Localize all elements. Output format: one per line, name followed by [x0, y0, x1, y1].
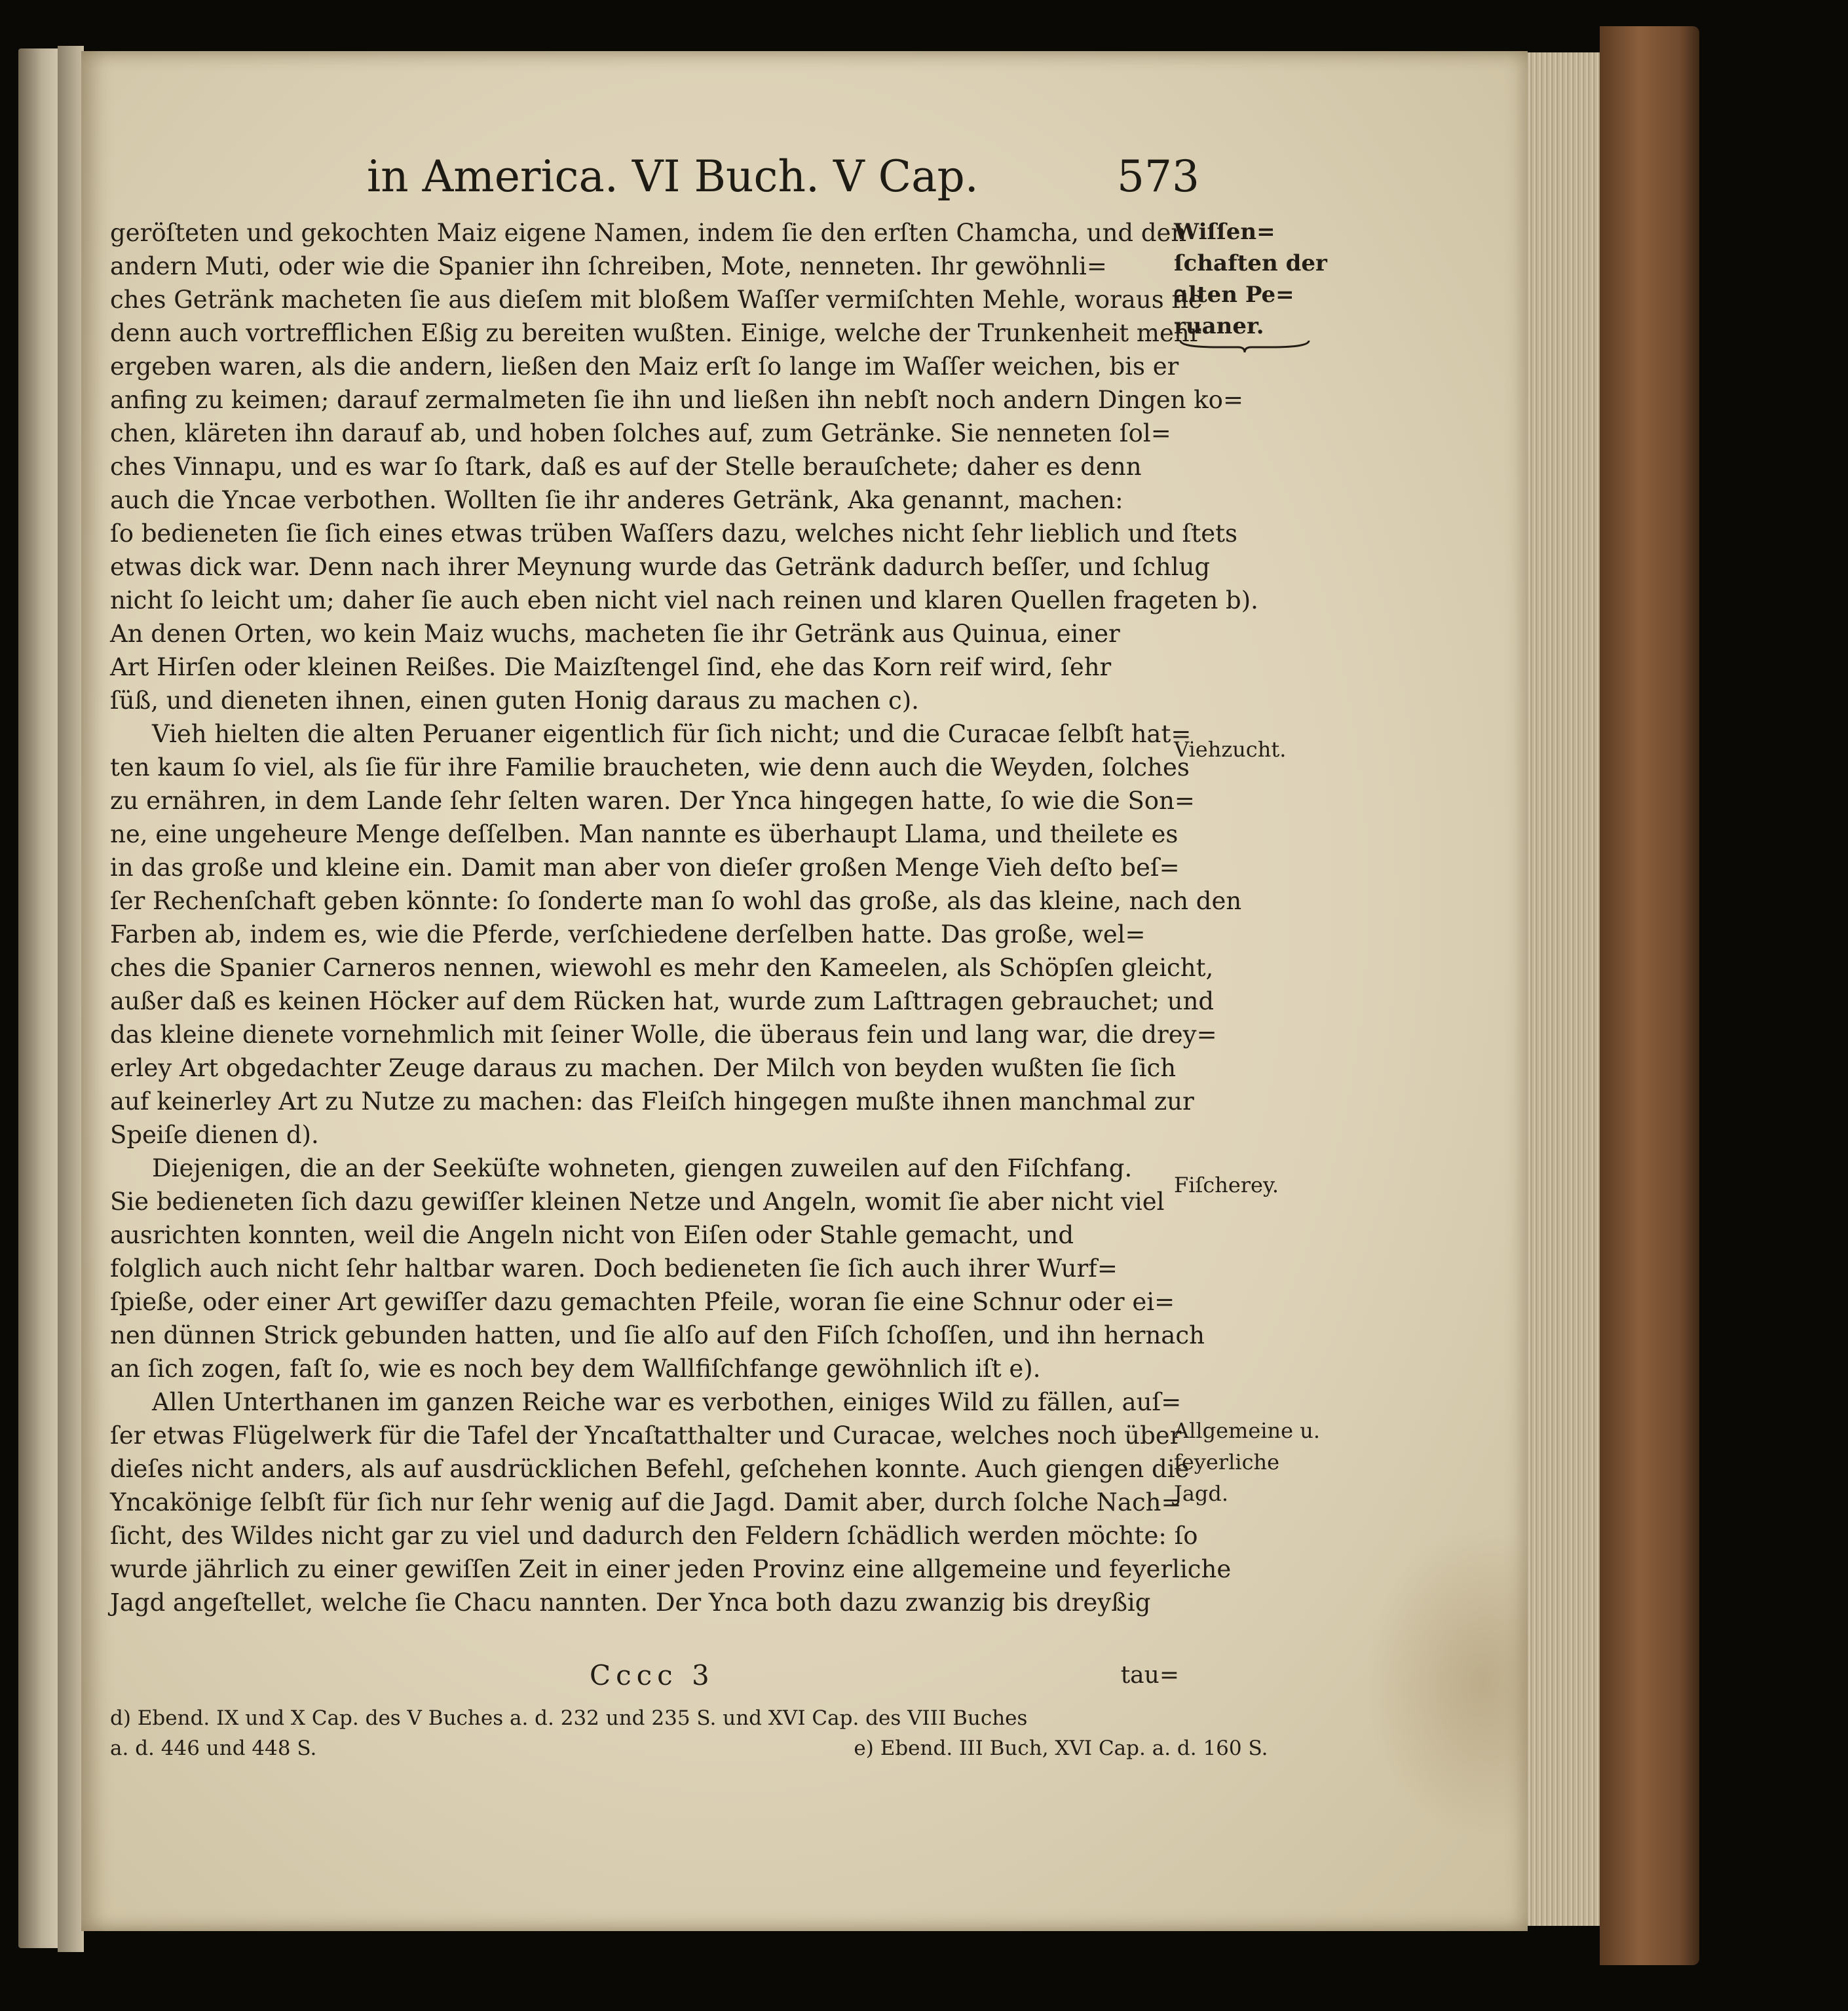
page-block-edges: [1528, 52, 1600, 1926]
text-line: ausrichten konnten, weil die Angeln nicht von Eiſen oder Stahle gemacht, und: [110, 1221, 1074, 1249]
margin-note-line: ruaner.: [1174, 313, 1264, 339]
text-line: andern Muti, oder wie die Spanier ihn ſchreiben, Mote, nenneten. Ihr gewöhnli=: [110, 252, 1107, 280]
text-line: das kleine dienete vornehmlich mit ſeiner Wolle, die überaus fein und lang war, die drey=: [110, 1021, 1217, 1049]
margin-note-viehzucht: [1174, 734, 1325, 765]
text-line: Sie bedieneten ſich dazu gewiſſer kleinen Netze und Angeln, womit ſie aber nicht viel: [110, 1188, 1165, 1216]
text-line: ne, eine ungeheure Menge deſſelben. Man nannte es überhaupt Llama, und theilete es: [110, 820, 1179, 848]
signature-mark: Cccc 3: [590, 1659, 715, 1691]
footnote-line: d) Ebend. IX und X Cap. des V Buches a. d. 232 und 235 S. und XVI Cap. des VIII Buches: [110, 1706, 1028, 1730]
margin-brace: [1179, 338, 1310, 354]
book-cover-edge: [1600, 26, 1699, 1965]
book-gutter: [58, 46, 84, 1952]
text-line: an ſich zogen, faſt ſo, wie es noch bey dem Wallfiſchfange gewöhnlich iſt e).: [110, 1355, 1041, 1383]
text-line: Allen Unterthanen im ganzen Reiche war es verbothen, einiges Wild zu fällen, auſ=: [152, 1388, 1182, 1416]
text-line: ſer Rechenſchaft geben könnte: ſo ſonderte man ſo wohl das große, als das kleine, nach den: [110, 887, 1242, 915]
text-line: Speiſe dienen d).: [110, 1121, 319, 1149]
text-line: etwas dick war. Denn nach ihrer Meynung wurde das Getränk dadurch beſſer, und ſchlug: [110, 553, 1211, 581]
text-line: geröſteten und gekochten Maiz eigene Namen, indem ſie den erſten Chamcha, und den: [110, 219, 1187, 247]
margin-note-line: Wiſſen=: [1174, 219, 1275, 245]
text-line: nen dünnen Strick gebunden hatten, und ſie alſo auf den Fiſch ſchoſſen, und ihn hernach: [110, 1321, 1205, 1349]
text-line: außer daß es keinen Höcker auf dem Rücken hat, wurde zum Laſttragen gebrauchet; und: [110, 987, 1215, 1015]
margin-note-line: Allgemeine u.: [1174, 1418, 1321, 1443]
text-line: denn auch vortrefflichen Eßig zu bereiten wußten. Einige, welche der Trunkenheit mehr: [110, 319, 1201, 347]
text-line: ſicht, des Wildes nicht gar zu viel und dadurch den Feldern ſchädlich werden möchte: ſo: [110, 1522, 1198, 1550]
page-number: 573: [1117, 151, 1199, 202]
text-line: auf keinerley Art zu Nutze zu machen: das Fleiſch hingegen mußte ihnen manchmal zur: [110, 1087, 1194, 1116]
text-line: erley Art obgedachter Zeuge daraus zu machen. Der Milch von beyden wußten ſie ſich: [110, 1054, 1177, 1082]
text-line: Yncakönige ſelbſt für ſich nur ſehr wenig auf die Jagd. Damit aber, durch ſolche Nach=: [110, 1488, 1182, 1516]
text-line: auch die Yncae verbothen. Wollten ſie ihr anderes Getränk, Aka genannt, machen:: [110, 486, 1123, 514]
margin-note-wissenschaften: [1174, 216, 1325, 342]
margin-note-line: Viehzucht.: [1174, 737, 1287, 762]
catchword: tau=: [1120, 1662, 1179, 1689]
running-header: in America. VI Buch. V Cap.: [367, 151, 979, 202]
footnote-e: e) Ebend. III Buch, XVI Cap. a. d. 160 S.: [854, 1737, 1268, 1760]
text-line: Art Hirſen oder kleinen Reißes. Die Maizſtengel ſind, ehe das Korn reif wird, ſehr: [110, 653, 1112, 681]
margin-note-line: feyerliche: [1174, 1450, 1280, 1475]
text-line: Jagd angeſtellet, welche ſie Chacu nannten. Der Ynca both dazu zwanzig bis dreyßig: [110, 1588, 1151, 1617]
text-line: wurde jährlich zu einer gewiſſen Zeit in einer jeden Provinz eine allgemeine und feyerliche: [110, 1555, 1232, 1583]
left-page-edge: [18, 48, 58, 1948]
text-line: folglich auch nicht ſehr haltbar waren. Doch bedieneten ſie ſich auch ihrer Wurf=: [110, 1254, 1118, 1283]
text-line: in das große und kleine ein. Damit man aber von dieſer großen Menge Vieh deſto beſ=: [110, 854, 1180, 882]
text-line: ſpieße, oder einer Art gewiſſer dazu gemachten Pfeile, woran ſie eine Schnur oder ei=: [110, 1288, 1175, 1316]
text-line: anfing zu keimen; darauf zermalmeten ſie ihn und ließen ihn nebſt noch andern Dingen ko=: [110, 386, 1243, 414]
text-line: Vieh hielten die alten Peruaner eigentlich für ſich nicht; und die Curacae ſelbſt hat=: [152, 720, 1192, 748]
text-line: ſo bedieneten ſie ſich eines etwas trüben Waſſers dazu, welches nicht ſehr lieblich und ſtets: [110, 519, 1237, 548]
text-line: nicht ſo leicht um; daher ſie auch eben nicht viel nach reinen und klaren Quellen frageten b).: [110, 586, 1258, 614]
text-line: ergeben waren, als die andern, ließen den Maiz erſt ſo lange im Waſſer weichen, bis er: [110, 352, 1179, 381]
text-line: Farben ab, indem es, wie die Pferde, verſchiedene derſelben hatte. Das große, wel=: [110, 920, 1146, 949]
text-line: ſer etwas Flügelwerk für die Tafel der Yncaſtatthalter und Curacae, welches noch über: [110, 1421, 1182, 1450]
footnote-continuation: a. d. 446 und 448 S.: [110, 1737, 317, 1760]
footnote-line: [110, 1733, 1268, 1763]
text-line: ches Vinnapu, und es war ſo ſtark, daß es auf der Stelle berauſchete; daher es denn: [110, 453, 1142, 481]
margin-note-fischerey: [1174, 1169, 1325, 1201]
text-line: zu ernähren, in dem Lande ſehr ſelten waren. Der Ynca hingegen hatte, ſo wie die Son=: [110, 787, 1195, 815]
text-line: ſüß, und dieneten ihnen, einen guten Honig daraus zu machen c).: [110, 686, 919, 715]
margin-note-line: ſchaften der: [1174, 250, 1327, 276]
margin-note-line: Jagd.: [1174, 1481, 1229, 1506]
text-line: ches die Spanier Carneros nennen, wiewohl es mehr den Kameelen, als Schöpſen gleicht,: [110, 954, 1214, 982]
margin-note-line: alten Pe=: [1174, 282, 1294, 308]
text-line: ten kaum ſo viel, als ſie für ihre Familie braucheten, wie denn auch die Weyden, ſolches: [110, 753, 1190, 781]
text-line: ches Getränk macheten ſie aus dieſem mit bloßem Waſſer vermiſchten Mehle, woraus ſie: [110, 286, 1203, 314]
text-line: dieſes nicht anders, als auf ausdrücklichen Befehl, geſchehen konnte. Auch giengen die: [110, 1455, 1190, 1483]
margin-note-line: Fiſcherey.: [1174, 1173, 1279, 1197]
margin-note-jagd: [1174, 1415, 1325, 1509]
text-line: chen, kläreten ihn darauf ab, und hoben ſolches auf, zum Getränke. Sie nenneten ſol=: [110, 419, 1171, 447]
text-line: An denen Orten, wo kein Maiz wuchs, macheten ſie ihr Getränk aus Quinua, einer: [110, 620, 1120, 648]
text-line: Diejenigen, die an der Seeküſte wohneten, giengen zuweilen auf den Fiſchfang.: [152, 1154, 1133, 1182]
footnotes: [110, 1703, 1268, 1763]
